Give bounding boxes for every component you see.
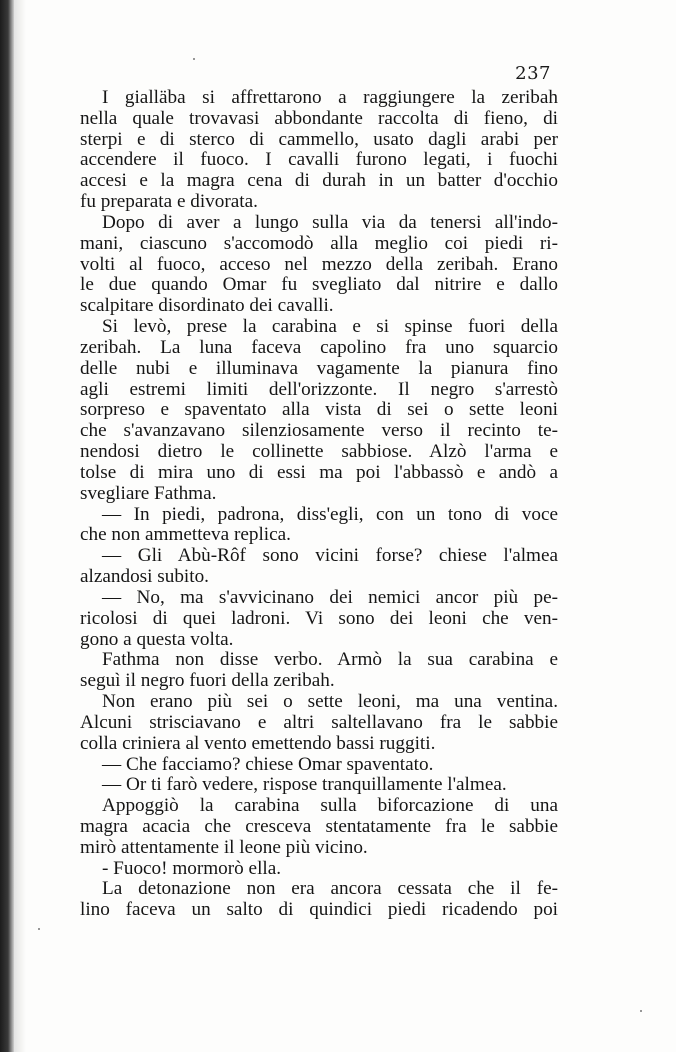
text-line: zeribah. La luna faceva capolino fra uno squarcio — [80, 336, 558, 358]
text-line: — No, ma s'avvicinano dei nemici ancor più pe- — [102, 586, 558, 608]
text-line: magra acacia che cresceva stentatamente fra le sabbie — [80, 815, 558, 837]
text-line: accesi e la magra cena di durah in un batter d'occhio — [80, 170, 558, 192]
binding-edge — [0, 0, 14, 1052]
text-line: — Che facciamo? chiese Omar spaventato. — [102, 753, 434, 775]
text-line: alzandosi subito. — [80, 566, 209, 588]
binding-shadow — [14, 0, 26, 1052]
text-line: nendosi dietro le collinette sabbiose. Alzò l'arma e — [80, 441, 558, 463]
page-number: 237 — [515, 63, 551, 84]
text-line: le due quando Omar fu svegliato dal nitrire e dallo — [80, 274, 558, 296]
text-line: mirò attentamente il leone più vicino. — [80, 836, 368, 858]
text-line: Si levò, prese la carabina e si spinse fuori della — [102, 316, 558, 338]
text-line: — Gli Abù-Rôf sono vicini forse? chiese l'almea — [102, 545, 558, 567]
text-line: accendere il fuoco. I cavalli furono legati, i fuochi — [80, 149, 558, 171]
paper-speck — [640, 1010, 642, 1012]
text-line: Non erano più sei o sette leoni, ma una ventina. — [102, 691, 558, 713]
text-line: tolse di mira uno di essi ma poi l'abbassò e andò a — [80, 461, 558, 483]
text-line: - Fuoco! mormorò ella. — [102, 857, 282, 879]
text-line: scalpitare disordinato dei cavalli. — [80, 295, 334, 317]
text-line: nella quale trovavasi abbondante raccolta di fieno, di — [80, 107, 558, 129]
text-line: — In piedi, padrona, diss'egli, con un tono di voce — [102, 503, 558, 525]
text-line: La detonazione non era ancora cessata che il fe- — [102, 878, 558, 900]
text-line: sorpreso e spaventato alla vista di sei o sette leoni — [80, 399, 558, 421]
text-line: seguì il negro fuori della zeribah. — [80, 670, 335, 692]
text-line: lino faceva un salto di quindici piedi ricadendo poi — [80, 899, 558, 921]
text-line: Alcuni strisciavano e altri saltellavano fra le sabbie — [80, 711, 558, 733]
text-line: che non ammetteva replica. — [80, 524, 291, 546]
text-line: agli estremi limiti dell'orizzonte. Il negro s'arrestò — [80, 378, 558, 400]
text-line: gono a questa volta. — [80, 628, 234, 650]
text-line: volti al fuoco, acceso nel mezzo della zeribah. Erano — [80, 253, 558, 275]
text-line: Dopo di aver a lungo sulla via da tenersi all'indo- — [102, 211, 558, 233]
text-line: I gialläba si affrettarono a raggiungere la zeribah — [102, 87, 558, 108]
text-line: che s'avanzavano silenziosamente verso il recinto te- — [80, 420, 558, 442]
paper-speck — [193, 58, 195, 60]
text-line: ricolosi di quei ladroni. Vi sono dei leoni che ven- — [80, 607, 558, 629]
text-line: mani, ciascuno s'accomodò alla meglio coi piedi ri- — [80, 232, 558, 254]
text-line: Appoggiò la carabina sulla biforcazione di una — [102, 795, 558, 817]
text-line: fu preparata e divorata. — [80, 191, 258, 213]
paper-speck — [38, 928, 40, 930]
text-line: sterpi e di sterco di cammello, usato dagli arabi per — [80, 128, 558, 150]
body-text — [80, 88, 558, 921]
text-line: svegliare Fathma. — [80, 482, 217, 504]
text-line: — Or ti farò vedere, rispose tranquillamente l'almea. — [102, 774, 507, 796]
text-line: colla criniera al vento emettendo bassi ruggiti. — [80, 732, 436, 754]
text-line: Fathma non disse verbo. Armò la sua carabina e — [102, 649, 558, 671]
text-line: delle nubi e illuminava vagamente la pianura fino — [80, 357, 558, 379]
